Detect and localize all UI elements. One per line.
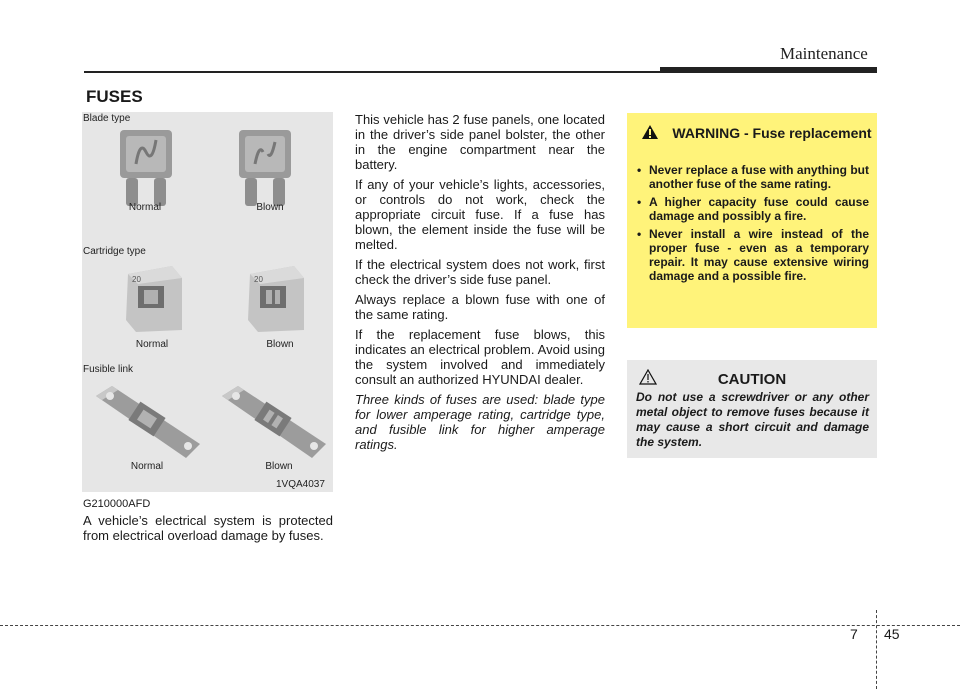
body-paragraph-3: If the electrical system does not work, first check the driver’s side fuse panel. xyxy=(355,257,605,287)
cartridge-normal-caption: Normal xyxy=(135,339,169,350)
blade-type-label: Blade type xyxy=(83,113,131,124)
chapter-number: 7 xyxy=(850,626,858,642)
page-title: FUSES xyxy=(86,87,143,106)
body-paragraph-2: If any of your vehicle’s lights, accessories, or controls do not work, check the appropriate circuit fuse. If a fuse has blown, the element inside the fuse will be melted. xyxy=(355,177,605,252)
body-paragraph-6: Three kinds of fuses are used: blade type for lower amperage rating, cartridge type, and fusible link for higher amperage ratings. xyxy=(355,392,605,452)
figure-code: 1VQA4037 xyxy=(276,479,325,490)
footer-divider xyxy=(876,610,877,689)
blade-fuse-blown-icon xyxy=(235,130,295,208)
warning-title: WARNING - Fuse replacement xyxy=(672,125,872,141)
warning-list xyxy=(637,163,869,287)
fusible-blown-caption: Blown xyxy=(265,461,293,472)
fusible-link-normal-icon xyxy=(92,382,204,464)
intro-paragraph: A vehicle’s electrical system is protected from electrical overload damage by fuses. xyxy=(83,513,333,543)
header-rule-thick xyxy=(660,67,877,73)
section-header: Maintenance xyxy=(780,44,868,63)
header-rule xyxy=(84,71,660,73)
footer-rule xyxy=(0,625,960,626)
blade-blown-caption: Blown xyxy=(256,202,284,213)
cartridge-fuse-normal-icon xyxy=(120,264,186,334)
fusible-link-label: Fusible link xyxy=(83,364,134,375)
cartridge-fuse-blown-icon xyxy=(242,264,308,334)
blade-normal-caption: Normal xyxy=(128,202,162,213)
body-paragraph-5: If the replacement fuse blows, this indicates an electrical problem. Avoid using the system involved and immediately consult an authorized HYUNDAI dealer. xyxy=(355,327,605,387)
cartridge-rating-blown: 20 xyxy=(254,275,263,284)
blade-fuse-normal-icon xyxy=(116,130,176,208)
cartridge-blown-caption: Blown xyxy=(266,339,294,350)
caution-title: CAUTION xyxy=(717,371,787,388)
body-column xyxy=(355,112,605,457)
fusible-link-blown-icon xyxy=(218,382,330,464)
caution-text: Do not use a screwdriver or any other metal object to remove fuses because it may cause a short circuit and damage the system. xyxy=(636,390,869,449)
warning-item: • Never replace a fuse with anything but another fuse of the same rating. xyxy=(637,163,869,191)
caution-box xyxy=(627,360,877,458)
body-paragraph-4: Always replace a blown fuse with one of the same rating. xyxy=(355,292,605,322)
body-paragraph-1: This vehicle has 2 fuse panels, one located in the driver’s side panel bolster, the other in the engine compartment near the battery. xyxy=(355,112,605,172)
fusible-normal-caption: Normal xyxy=(130,461,164,472)
doc-id: G210000AFD xyxy=(83,498,151,510)
warning-box xyxy=(627,113,877,328)
warning-item: • A higher capacity fuse could cause damage and possibly a fire. xyxy=(637,195,869,223)
cartridge-rating-normal: 20 xyxy=(132,275,141,284)
cartridge-type-label: Cartridge type xyxy=(83,246,146,257)
page-number: 45 xyxy=(884,626,900,642)
fuse-figure xyxy=(82,112,333,492)
warning-item: • Never install a wire instead of the proper fuse - even as a temporary repair. It may cause extensive wiring damage and a possible fire. xyxy=(637,227,869,283)
